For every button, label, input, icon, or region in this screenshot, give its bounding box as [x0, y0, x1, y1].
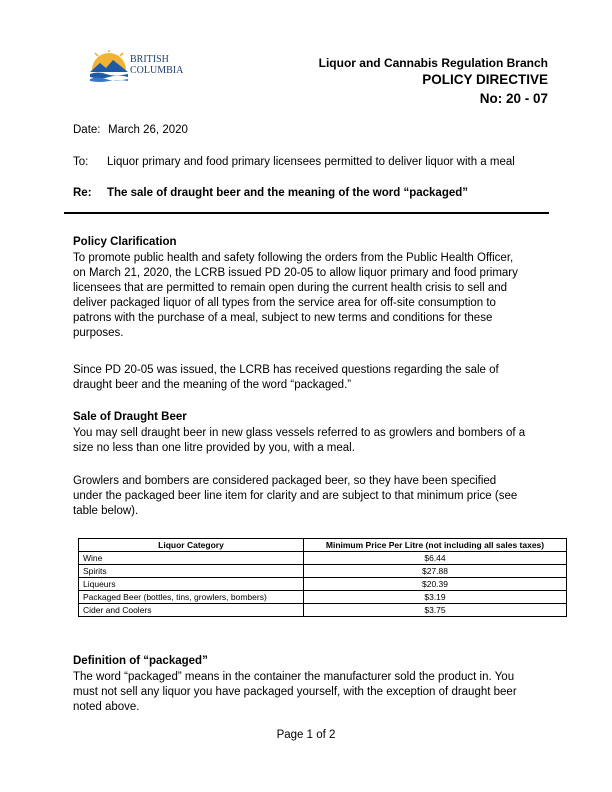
minimum-price-table: [78, 538, 567, 617]
header-divider: [64, 212, 549, 214]
re-label: Re:: [73, 187, 92, 199]
table-row: [79, 552, 567, 565]
category-cell: Cider and Coolers: [79, 604, 304, 617]
text-line: purposes.: [73, 327, 124, 339]
text-line: The word “packaged” means in the container the manufacturer sold the product in. You: [73, 671, 515, 683]
text-line: on March 21, 2020, the LCRB issued PD 20-05 to allow liquor primary and food primary: [73, 267, 518, 279]
table-row: [79, 565, 567, 578]
policy-clarification-heading: Policy Clarification: [73, 236, 177, 248]
date-label: Date:: [73, 124, 101, 136]
to-value: Liquor primary and food primary licensees permitted to deliver liquor with a meal: [107, 156, 515, 168]
to-label: To:: [73, 156, 89, 168]
text-line: Growlers and bombers are considered packaged beer, so they have been specified: [73, 475, 497, 487]
text-line: To promote public health and safety following the orders from the Public Health Officer,: [73, 252, 514, 264]
table-row: [79, 591, 567, 604]
category-cell: Wine: [79, 552, 304, 565]
draught-paragraph-1: [73, 426, 551, 456]
definition-packaged-heading: Definition of “packaged”: [73, 655, 208, 667]
text-line: patrons with the purchase of a meal, subject to new terms and conditions for these: [73, 312, 493, 324]
logo-text-line2: COLUMBIA: [130, 65, 184, 76]
page-number: Page 1 of 2: [276, 729, 336, 741]
table-row: [79, 604, 567, 617]
column-header-min-price: Minimum Price Per Litre (not including all sales taxes): [304, 539, 567, 552]
directive-number: No: 20 - 07: [479, 91, 548, 106]
re-value: The sale of draught beer and the meaning of the word “packaged”: [107, 187, 469, 199]
date-value: March 26, 2020: [108, 124, 188, 136]
text-line: Since PD 20-05 was issued, the LCRB has received questions regarding the sale of: [73, 364, 499, 376]
draught-beer-heading: Sale of Draught Beer: [73, 411, 187, 423]
policy-paragraph-2: [73, 363, 551, 393]
bc-logo: [88, 50, 190, 90]
text-line: draught beer and the meaning of the word “packaged.”: [73, 379, 352, 391]
column-header-category: Liquor Category: [79, 539, 304, 552]
price-cell: $3.75: [304, 604, 567, 617]
category-cell: Packaged Beer (bottles, tins, growlers, bombers): [79, 591, 304, 604]
table-row: [79, 578, 567, 591]
logo-text-line1: BRITISH: [130, 54, 169, 65]
text-line: under the packaged beer line item for clarity and are subject to that minimum price (see: [73, 490, 518, 502]
price-cell: $3.19: [304, 591, 567, 604]
document-type: POLICY DIRECTIVE: [422, 72, 548, 87]
price-cell: $6.44: [304, 552, 567, 565]
text-line: size no less than one litre provided by you, with a meal.: [73, 442, 355, 454]
branch-name: Liquor and Cannabis Regulation Branch: [318, 56, 548, 70]
price-cell: $20.39: [304, 578, 567, 591]
text-line: table below).: [73, 505, 139, 517]
text-line: must not sell any liquor you have packaged yourself, with the exception of draught beer: [73, 686, 517, 698]
table-header-row: [79, 539, 567, 552]
text-line: deliver packaged liquor of all types from the service area for off-site consumption to: [73, 297, 496, 309]
text-line: noted above.: [73, 701, 140, 713]
text-line: You may sell draught beer in new glass vessels referred to as growlers and bombers of a: [73, 427, 526, 439]
bc-sun-mountain-icon: [88, 50, 130, 82]
category-cell: Liqueurs: [79, 578, 304, 591]
category-cell: Spirits: [79, 565, 304, 578]
text-line: licensees that are permitted to remain open during the current health crisis to sell and: [73, 282, 508, 294]
definition-paragraph: [73, 670, 551, 715]
draught-paragraph-2: [73, 474, 551, 519]
price-cell: $27.88: [304, 565, 567, 578]
policy-paragraph-1: [73, 251, 551, 341]
